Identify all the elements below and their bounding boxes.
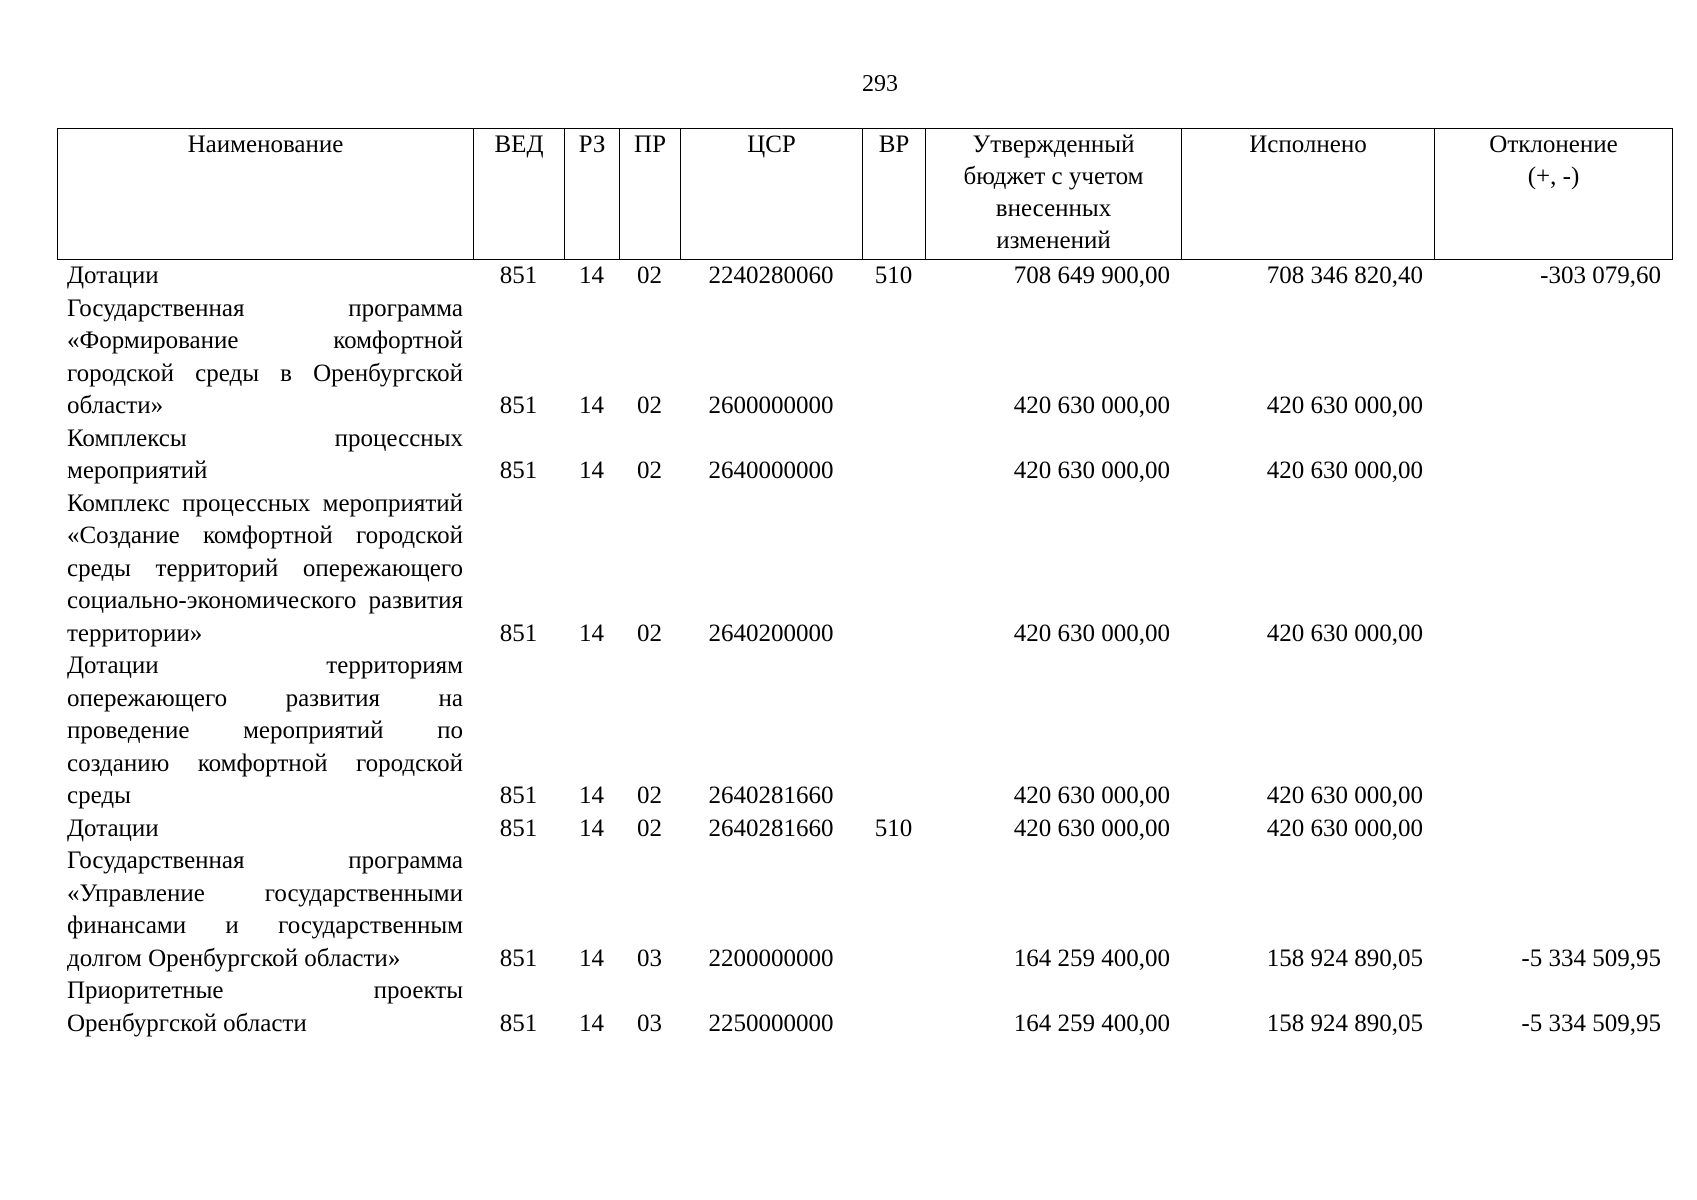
row-executed: 420 630 000,00 [1266,619,1423,647]
row-deviation [1434,293,1672,423]
row-rz: 14 [579,262,604,289]
row-approved: 420 630 000,00 [1013,619,1170,647]
row-csr: 2640200000 [708,619,834,647]
row-pr: 02 [637,782,662,809]
row-pr: 02 [637,392,662,419]
row-pr: 03 [637,944,662,972]
row-deviation [1434,813,1672,846]
table-row [57,650,1672,813]
row-vr: 510 [874,814,913,842]
row-pr: 02 [637,814,662,842]
row-ved: 851 [499,944,538,972]
col-header-rz: РЗ [565,129,620,260]
row-vr [862,845,925,975]
row-pr: 03 [637,1009,662,1037]
row-executed: 420 630 000,00 [1266,392,1423,419]
row-pr: 02 [637,457,662,484]
row-approved: 708 649 900,00 [1013,262,1170,289]
row-vr [862,423,925,488]
row-name: Дотации территориям опережающего развития на проведение мероприятий по созданию комфортной городской среды [67,652,463,809]
row-name: Дотации [67,814,159,842]
row-rz: 14 [579,782,604,809]
table-row [57,813,1672,846]
row-ved: 851 [499,814,538,842]
row-executed: 158 924 890,05 [1266,1009,1423,1037]
table-row [57,260,1672,293]
row-name: Государственная программа «Управление государственными финансами и государственным долгом Оренбургской области» [67,847,463,972]
row-rz: 14 [579,814,604,842]
row-vr: 510 [874,262,913,289]
row-ved: 851 [499,782,538,809]
row-deviation [1434,650,1672,813]
row-name: Приоритетные проекты Оренбургской области [67,977,463,1037]
row-csr: 2600000000 [708,392,834,419]
row-rz: 14 [579,457,604,484]
col-header-name: Наименование [58,129,474,260]
page-number: 293 [862,71,898,97]
row-deviation [1434,423,1672,488]
table-row [57,293,1672,423]
row-name: Комплексы процессных мероприятий [67,424,463,484]
row-ved: 851 [499,1009,538,1037]
row-pr: 02 [637,262,662,289]
row-deviation: -5 334 509,95 [1521,944,1661,972]
row-ved: 851 [499,619,538,647]
row-name: Комплекс процессных мероприятий «Создание комфортной городской среды территорий опережающего социально-экономического развития территории» [67,489,463,647]
table-row [57,975,1672,1040]
row-ved: 851 [499,392,538,419]
table-row [57,488,1672,651]
col-header-ved: ВЕД [474,129,565,260]
row-ved: 851 [499,262,538,289]
col-header-deviation: Отклонение (+, -) [1435,129,1673,260]
col-header-executed: Исполнено [1182,129,1435,260]
row-rz: 14 [579,944,604,972]
row-executed: 420 630 000,00 [1266,814,1423,842]
row-csr: 2250000000 [708,1009,834,1037]
row-csr: 2640000000 [708,457,834,484]
row-approved: 420 630 000,00 [1013,782,1170,809]
budget-table-header [57,128,1673,260]
row-csr: 2640281660 [708,782,834,809]
row-executed: 708 346 820,40 [1266,262,1423,289]
col-header-vr: ВР [863,129,926,260]
budget-table-body [57,260,1672,1040]
row-vr [862,488,925,651]
row-approved: 420 630 000,00 [1013,814,1170,842]
col-header-pr: ПР [620,129,681,260]
table-row [57,423,1672,488]
row-approved: 420 630 000,00 [1013,392,1170,419]
row-approved: 164 259 400,00 [1013,1009,1170,1037]
row-name: Дотации [67,262,159,289]
row-csr: 2240280060 [708,262,834,289]
col-header-csr: ЦСР [681,129,863,260]
table-row [57,845,1672,975]
row-executed: 420 630 000,00 [1266,457,1423,484]
row-pr: 02 [637,619,662,647]
row-vr [862,293,925,423]
row-deviation: -5 334 509,95 [1521,1009,1661,1037]
row-approved: 420 630 000,00 [1013,457,1170,484]
row-deviation [1434,488,1672,651]
row-rz: 14 [579,1009,604,1037]
row-vr [862,975,925,1040]
row-deviation: -303 079,60 [1540,262,1661,289]
row-name: Государственная программа «Формирование комфортной городской среды в Оренбургской области» [67,294,463,419]
row-rz: 14 [579,619,604,647]
row-ved: 851 [499,457,538,484]
row-approved: 164 259 400,00 [1013,944,1170,972]
header-row [58,129,1673,260]
row-executed: 420 630 000,00 [1266,782,1423,809]
col-header-approved: Утвержденный бюджет с учетом внесенных изменений [926,129,1182,260]
row-executed: 158 924 890,05 [1266,944,1423,972]
row-rz: 14 [579,392,604,419]
row-csr: 2200000000 [708,944,834,972]
row-vr [862,650,925,813]
row-csr: 2640281660 [708,814,834,842]
